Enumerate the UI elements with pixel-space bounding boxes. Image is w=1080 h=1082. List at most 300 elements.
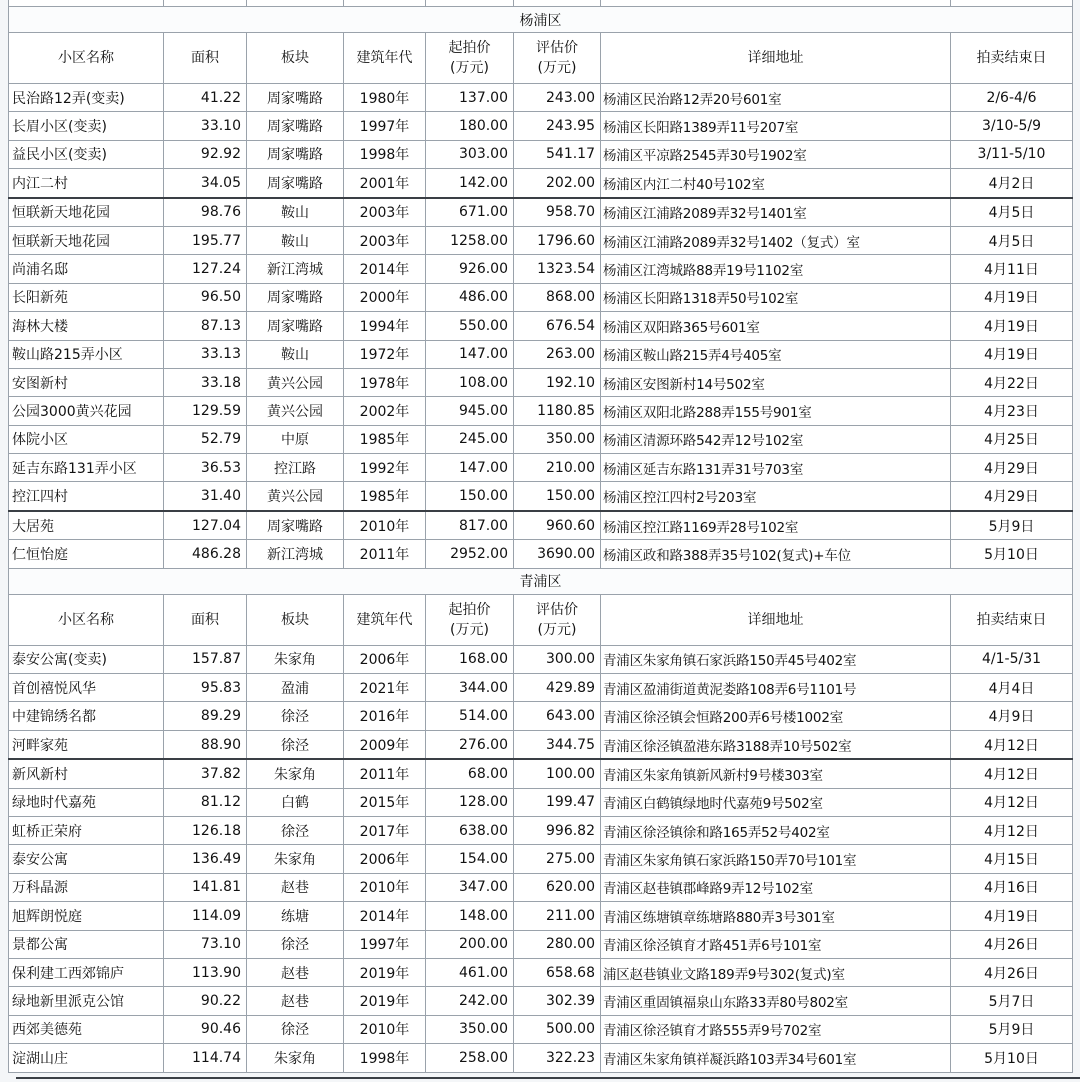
table-row xyxy=(9,845,1073,873)
table-cell: 新风新村 xyxy=(9,759,164,788)
table-cell: 益民小区(变卖) xyxy=(9,140,164,168)
table-cell: 1978年 xyxy=(344,368,426,396)
table-row xyxy=(9,788,1073,816)
table-cell: 徐泾 xyxy=(247,730,344,759)
table-cell: 盈浦 xyxy=(247,674,344,702)
table-cell: 180.00 xyxy=(426,112,514,140)
table-cell: 长眉小区(变卖) xyxy=(9,112,164,140)
table-row xyxy=(9,340,1073,368)
table-cell: 青浦区徐泾镇徐和路165弄52号402室 xyxy=(601,816,951,844)
table-cell: 青浦区徐泾镇育才路555弄9号702室 xyxy=(601,1015,951,1043)
table-cell: 保利建工西郊锦庐 xyxy=(9,958,164,986)
table-cell: 168.00 xyxy=(426,645,514,673)
table-cell: 青浦区朱家角镇祥凝浜路103弄34号601室 xyxy=(601,1044,951,1072)
table-cell: 817.00 xyxy=(426,511,514,540)
table-cell: 958.70 xyxy=(514,198,601,227)
table-cell: 鞍山 xyxy=(247,340,344,368)
table-cell: 263.00 xyxy=(514,340,601,368)
table-cell: 4月2日 xyxy=(951,169,1073,198)
table-cell: 青浦区朱家角镇石家浜路150弄45号402室 xyxy=(601,645,951,673)
table-cell: 461.00 xyxy=(426,958,514,986)
table-cell: 杨浦区延吉东路131弄31号703室 xyxy=(601,454,951,482)
table-cell: 周家嘴路 xyxy=(247,283,344,311)
table-cell: 500.00 xyxy=(514,1015,601,1043)
table-cell: 黄兴公园 xyxy=(247,368,344,396)
table-cell: 青浦区徐泾镇会恒路200弄6号楼1002室 xyxy=(601,702,951,730)
table-cell: 5月10日 xyxy=(951,1044,1073,1072)
table-cell: 河畔家苑 xyxy=(9,730,164,759)
table-cell: 周家嘴路 xyxy=(247,112,344,140)
table-cell: 926.00 xyxy=(426,255,514,283)
table-cell: 赵巷 xyxy=(247,873,344,901)
section-title: 青浦区 xyxy=(9,568,1073,594)
table-cell: 4月19日 xyxy=(951,902,1073,930)
column-header: 小区名称 xyxy=(9,594,164,645)
table-cell: 147.00 xyxy=(426,340,514,368)
table-cell: 杨浦区江浦路2089弄32号1402（复式）室 xyxy=(601,226,951,254)
column-header: 小区名称 xyxy=(9,33,164,84)
table-cell: 4月16日 xyxy=(951,873,1073,901)
table-cell: 1997年 xyxy=(344,930,426,958)
column-header: 板块 xyxy=(247,594,344,645)
table-cell: 88.90 xyxy=(164,730,247,759)
table-cell: 34.05 xyxy=(164,169,247,198)
table-row xyxy=(9,397,1073,425)
column-header: 面积 xyxy=(164,594,247,645)
table-cell: 137.00 xyxy=(426,84,514,112)
table-cell: 129.59 xyxy=(164,397,247,425)
table-cell: 98.76 xyxy=(164,198,247,227)
table-cell: 73.10 xyxy=(164,930,247,958)
table-cell: 4月11日 xyxy=(951,255,1073,283)
table-row xyxy=(9,454,1073,482)
table-cell: 242.00 xyxy=(426,987,514,1015)
table-row xyxy=(9,140,1073,168)
table-cell: 37.82 xyxy=(164,759,247,788)
table-cell: 89.29 xyxy=(164,702,247,730)
table-cell: 81.12 xyxy=(164,788,247,816)
table-cell: 302.39 xyxy=(514,987,601,1015)
table-cell: 杨浦区控江路1169弄28号102室 xyxy=(601,511,951,540)
table-cell: 杨浦区长阳路1389弄11号207室 xyxy=(601,112,951,140)
table-cell: 4月29日 xyxy=(951,454,1073,482)
table-cell: 96.50 xyxy=(164,283,247,311)
table-cell: 长阳新苑 xyxy=(9,283,164,311)
table-cell: 4月23日 xyxy=(951,397,1073,425)
table-cell: 杨浦区清源环路542弄12号102室 xyxy=(601,425,951,453)
table-cell: 杨浦区控江四村2号203室 xyxy=(601,482,951,511)
table-cell: 中原 xyxy=(247,425,344,453)
table-cell: 195.77 xyxy=(164,226,247,254)
table-cell: 赵巷 xyxy=(247,987,344,1015)
table-cell: 4月12日 xyxy=(951,730,1073,759)
table-row xyxy=(9,645,1073,673)
table-cell: 1180.85 xyxy=(514,397,601,425)
table-cell: 3/11-5/10 xyxy=(951,140,1073,168)
table-cell: 青浦区白鹤镇绿地时代嘉苑9号502室 xyxy=(601,788,951,816)
table-cell: 322.23 xyxy=(514,1044,601,1072)
table-cell: 4月25日 xyxy=(951,425,1073,453)
table-cell: 41.22 xyxy=(164,84,247,112)
table-cell: 首创禧悦风华 xyxy=(9,674,164,702)
table-cell: 2006年 xyxy=(344,645,426,673)
table-cell: 青浦区朱家角镇石家浜路150弄70号101室 xyxy=(601,845,951,873)
table-cell: 万科晶源 xyxy=(9,873,164,901)
table-cell: 杨浦区江湾城路88弄19号1102室 xyxy=(601,255,951,283)
table-cell: 68.00 xyxy=(426,759,514,788)
table-cell: 33.10 xyxy=(164,112,247,140)
table-cell: 浦区赵巷镇业文路189弄9号302(复式)室 xyxy=(601,958,951,986)
table-cell: 安图新村 xyxy=(9,368,164,396)
table-row xyxy=(9,368,1073,396)
table-cell: 136.49 xyxy=(164,845,247,873)
table-row xyxy=(9,84,1073,112)
column-header: 拍卖结束日 xyxy=(951,33,1073,84)
table-cell: 周家嘴路 xyxy=(247,312,344,340)
column-header-row xyxy=(9,594,1073,645)
column-header: 起拍价 (万元) xyxy=(426,594,514,645)
table-cell: 杨浦区鞍山路215弄4号405室 xyxy=(601,340,951,368)
table-cell: 150.00 xyxy=(514,482,601,511)
table-cell: 青浦区徐泾镇盈港东路3188弄10号502室 xyxy=(601,730,951,759)
table-cell: 4月19日 xyxy=(951,312,1073,340)
table-cell: 1994年 xyxy=(344,312,426,340)
table-cell: 朱家角 xyxy=(247,1044,344,1072)
table-cell: 4月5日 xyxy=(951,198,1073,227)
table-cell: 2021年 xyxy=(344,674,426,702)
table-cell: 2000年 xyxy=(344,283,426,311)
table-cell: 4月29日 xyxy=(951,482,1073,511)
table-cell: 杨浦区政和路388弄35号102(复式)+车位 xyxy=(601,540,951,568)
table-cell: 200.00 xyxy=(426,930,514,958)
table-cell: 550.00 xyxy=(426,312,514,340)
column-header: 面积 xyxy=(164,33,247,84)
table-cell: 青浦区盈浦街道黄泥娄路108弄6号1101号 xyxy=(601,674,951,702)
table-cell: 杨浦区长阳路1318弄50号102室 xyxy=(601,283,951,311)
section-header-row xyxy=(9,568,1073,594)
table-cell: 141.81 xyxy=(164,873,247,901)
table-cell: 2006年 xyxy=(344,845,426,873)
table-cell: 2011年 xyxy=(344,540,426,568)
table-row xyxy=(9,759,1073,788)
table-cell: 87.13 xyxy=(164,312,247,340)
table-row xyxy=(9,198,1073,227)
table-cell: 延吉东路131弄小区 xyxy=(9,454,164,482)
table-row xyxy=(9,482,1073,511)
table-cell: 徐泾 xyxy=(247,816,344,844)
table-cell: 280.00 xyxy=(514,930,601,958)
table-cell: 朱家角 xyxy=(247,759,344,788)
table-cell: 5月10日 xyxy=(951,540,1073,568)
table-cell: 1258.00 xyxy=(426,226,514,254)
table-cell: 344.00 xyxy=(426,674,514,702)
table-cell: 114.74 xyxy=(164,1044,247,1072)
table-cell: 52.79 xyxy=(164,425,247,453)
table-cell: 青浦区徐泾镇育才路451弄6号101室 xyxy=(601,930,951,958)
table-cell: 练塘 xyxy=(247,902,344,930)
table-cell: 199.47 xyxy=(514,788,601,816)
table-cell: 275.00 xyxy=(514,845,601,873)
table-cell: 276.00 xyxy=(426,730,514,759)
table-cell: 671.00 xyxy=(426,198,514,227)
table-cell: 大居苑 xyxy=(9,511,164,540)
column-header: 拍卖结束日 xyxy=(951,594,1073,645)
table-cell: 303.00 xyxy=(426,140,514,168)
table-cell: 仁恒怡庭 xyxy=(9,540,164,568)
table-cell: 2010年 xyxy=(344,873,426,901)
table-cell: 杨浦区民治路12弄20号601室 xyxy=(601,84,951,112)
table-cell: 620.00 xyxy=(514,873,601,901)
table-cell: 108.00 xyxy=(426,368,514,396)
table-cell: 31.40 xyxy=(164,482,247,511)
table-cell: 鞍山 xyxy=(247,198,344,227)
table-cell: 347.00 xyxy=(426,873,514,901)
table-cell: 杨浦区江浦路2089弄32号1401室 xyxy=(601,198,951,227)
table-cell: 徐泾 xyxy=(247,702,344,730)
section-title: 杨浦区 xyxy=(9,7,1073,33)
table-cell: 民治路12弄(变卖) xyxy=(9,84,164,112)
table-cell: 2003年 xyxy=(344,226,426,254)
table-cell: 4月9日 xyxy=(951,702,1073,730)
table-row xyxy=(9,987,1073,1015)
table-cell: 154.00 xyxy=(426,845,514,873)
table-cell: 486.00 xyxy=(426,283,514,311)
table-cell: 300.00 xyxy=(514,645,601,673)
table-cell: 控江四村 xyxy=(9,482,164,511)
table-row xyxy=(9,902,1073,930)
table-cell: 控江路 xyxy=(247,454,344,482)
table-cell: 2011年 xyxy=(344,759,426,788)
table-cell: 2010年 xyxy=(344,511,426,540)
table-cell: 127.04 xyxy=(164,511,247,540)
table-cell: 2003年 xyxy=(344,198,426,227)
table-cell: 1796.60 xyxy=(514,226,601,254)
table-cell: 5月9日 xyxy=(951,1015,1073,1043)
table-cell: 2001年 xyxy=(344,169,426,198)
table-cell: 1985年 xyxy=(344,482,426,511)
table-cell: 赵巷 xyxy=(247,958,344,986)
table-cell: 青浦区重固镇福泉山东路33弄80号802室 xyxy=(601,987,951,1015)
table-cell: 114.09 xyxy=(164,902,247,930)
table-cell: 33.18 xyxy=(164,368,247,396)
table-cell: 202.00 xyxy=(514,169,601,198)
table-cell: 1998年 xyxy=(344,140,426,168)
table-cell: 周家嘴路 xyxy=(247,84,344,112)
table-cell: 2002年 xyxy=(344,397,426,425)
column-header: 起拍价 (万元) xyxy=(426,33,514,84)
table-cell: 2/6-4/6 xyxy=(951,84,1073,112)
table-cell: 95.83 xyxy=(164,674,247,702)
table-cell: 36.53 xyxy=(164,454,247,482)
column-header: 板块 xyxy=(247,33,344,84)
table-cell: 5月9日 xyxy=(951,511,1073,540)
table-cell: 1972年 xyxy=(344,340,426,368)
column-header: 建筑年代 xyxy=(344,594,426,645)
table-cell: 157.87 xyxy=(164,645,247,673)
table-cell: 4月19日 xyxy=(951,283,1073,311)
table-cell: 243.00 xyxy=(514,84,601,112)
table-cell: 126.18 xyxy=(164,816,247,844)
table-cell: 1323.54 xyxy=(514,255,601,283)
table-row xyxy=(9,730,1073,759)
table-cell: 142.00 xyxy=(426,169,514,198)
auction-listing-sheet xyxy=(8,0,1072,1073)
table-row xyxy=(9,816,1073,844)
table-cell: 960.60 xyxy=(514,511,601,540)
column-header: 详细地址 xyxy=(601,594,951,645)
table-cell: 鞍山路215弄小区 xyxy=(9,340,164,368)
table-row xyxy=(9,312,1073,340)
table-cell: 4月12日 xyxy=(951,788,1073,816)
table-cell: 4月15日 xyxy=(951,845,1073,873)
table-cell: 新江湾城 xyxy=(247,540,344,568)
table-cell: 尚浦名邸 xyxy=(9,255,164,283)
table-cell: 朱家角 xyxy=(247,845,344,873)
table-cell: 4月19日 xyxy=(951,340,1073,368)
table-cell: 西郊美德苑 xyxy=(9,1015,164,1043)
table-cell: 2009年 xyxy=(344,730,426,759)
table-cell: 旭辉朗悦庭 xyxy=(9,902,164,930)
table-cell: 杨浦区双阳路365号601室 xyxy=(601,312,951,340)
table-cell: 杨浦区平凉路2545弄30号1902室 xyxy=(601,140,951,168)
table-cell: 虹桥正荣府 xyxy=(9,816,164,844)
table-cell: 350.00 xyxy=(426,1015,514,1043)
table-cell: 2017年 xyxy=(344,816,426,844)
table-cell: 344.75 xyxy=(514,730,601,759)
table-cell: 徐泾 xyxy=(247,1015,344,1043)
table-cell: 100.00 xyxy=(514,759,601,788)
table-cell: 4月26日 xyxy=(951,958,1073,986)
table-cell: 公园3000黄兴花园 xyxy=(9,397,164,425)
table-row xyxy=(9,958,1073,986)
column-header: 建筑年代 xyxy=(344,33,426,84)
table-cell: 258.00 xyxy=(426,1044,514,1072)
table-cell: 148.00 xyxy=(426,902,514,930)
table-cell: 周家嘴路 xyxy=(247,140,344,168)
table-row xyxy=(9,283,1073,311)
table-cell: 127.24 xyxy=(164,255,247,283)
table-cell: 4月12日 xyxy=(951,816,1073,844)
table-cell: 541.17 xyxy=(514,140,601,168)
table-cell: 33.13 xyxy=(164,340,247,368)
table-row xyxy=(9,226,1073,254)
table-cell: 4月5日 xyxy=(951,226,1073,254)
column-header-row xyxy=(9,33,1073,84)
table-cell: 5月7日 xyxy=(951,987,1073,1015)
table-cell: 868.00 xyxy=(514,283,601,311)
section-header-row xyxy=(9,7,1073,33)
column-header: 评估价 (万元) xyxy=(514,594,601,645)
table-cell: 新江湾城 xyxy=(247,255,344,283)
table-cell: 绿地时代嘉苑 xyxy=(9,788,164,816)
table-cell: 杨浦区安图新村14号502室 xyxy=(601,368,951,396)
table-cell: 2015年 xyxy=(344,788,426,816)
table-cell: 黄兴公园 xyxy=(247,482,344,511)
auction-table xyxy=(8,0,1073,1073)
table-cell: 海林大楼 xyxy=(9,312,164,340)
table-cell: 鞍山 xyxy=(247,226,344,254)
table-cell: 青浦区赵巷镇郡峰路9弄12号102室 xyxy=(601,873,951,901)
table-cell: 杨浦区双阳北路288弄155号901室 xyxy=(601,397,951,425)
table-cell: 恒联新天地花园 xyxy=(9,198,164,227)
table-cell: 1985年 xyxy=(344,425,426,453)
table-row xyxy=(9,1044,1073,1072)
table-cell: 1992年 xyxy=(344,454,426,482)
table-cell: 杨浦区内江二村40号102室 xyxy=(601,169,951,198)
table-cell: 996.82 xyxy=(514,816,601,844)
table-cell: 景都公寓 xyxy=(9,930,164,958)
table-cell: 4月12日 xyxy=(951,759,1073,788)
table-cell: 青浦区朱家角镇新风新村9号楼303室 xyxy=(601,759,951,788)
table-cell: 2019年 xyxy=(344,958,426,986)
table-row xyxy=(9,425,1073,453)
table-cell: 朱家角 xyxy=(247,645,344,673)
table-cell: 内江二村 xyxy=(9,169,164,198)
table-cell: 2019年 xyxy=(344,987,426,1015)
table-cell: 643.00 xyxy=(514,702,601,730)
table-cell: 4月26日 xyxy=(951,930,1073,958)
table-cell: 泰安公寓 xyxy=(9,845,164,873)
table-cell: 429.89 xyxy=(514,674,601,702)
table-cell: 92.92 xyxy=(164,140,247,168)
table-cell: 486.28 xyxy=(164,540,247,568)
column-header: 评估价 (万元) xyxy=(514,33,601,84)
table-row xyxy=(9,702,1073,730)
table-cell: 945.00 xyxy=(426,397,514,425)
table-cell: 128.00 xyxy=(426,788,514,816)
bottom-rule xyxy=(16,1077,1080,1079)
table-cell: 徐泾 xyxy=(247,930,344,958)
table-cell: 4月4日 xyxy=(951,674,1073,702)
table-cell: 3690.00 xyxy=(514,540,601,568)
table-cell: 638.00 xyxy=(426,816,514,844)
table-cell: 4月22日 xyxy=(951,368,1073,396)
table-cell: 211.00 xyxy=(514,902,601,930)
table-cell: 绿地新里派克公馆 xyxy=(9,987,164,1015)
table-cell: 1998年 xyxy=(344,1044,426,1072)
table-cell: 白鹤 xyxy=(247,788,344,816)
table-cell: 90.46 xyxy=(164,1015,247,1043)
table-cell: 2952.00 xyxy=(426,540,514,568)
table-cell: 淀湖山庄 xyxy=(9,1044,164,1072)
table-row xyxy=(9,540,1073,568)
table-cell: 4/1-5/31 xyxy=(951,645,1073,673)
table-row xyxy=(9,255,1073,283)
table-row xyxy=(9,112,1073,140)
table-cell: 青浦区练塘镇章练塘路880弄3号301室 xyxy=(601,902,951,930)
table-cell: 658.68 xyxy=(514,958,601,986)
table-cell: 676.54 xyxy=(514,312,601,340)
table-cell: 2010年 xyxy=(344,1015,426,1043)
table-cell: 192.10 xyxy=(514,368,601,396)
table-cell: 514.00 xyxy=(426,702,514,730)
table-row xyxy=(9,674,1073,702)
table-cell: 210.00 xyxy=(514,454,601,482)
table-cell: 90.22 xyxy=(164,987,247,1015)
table-row xyxy=(9,169,1073,198)
table-cell: 245.00 xyxy=(426,425,514,453)
table-cell: 黄兴公园 xyxy=(247,397,344,425)
table-cell: 体院小区 xyxy=(9,425,164,453)
table-row xyxy=(9,511,1073,540)
table-cell: 113.90 xyxy=(164,958,247,986)
column-header: 详细地址 xyxy=(601,33,951,84)
table-cell: 2014年 xyxy=(344,902,426,930)
table-cell: 泰安公寓(变卖) xyxy=(9,645,164,673)
table-row xyxy=(9,873,1073,901)
table-cell: 243.95 xyxy=(514,112,601,140)
table-cell: 1980年 xyxy=(344,84,426,112)
